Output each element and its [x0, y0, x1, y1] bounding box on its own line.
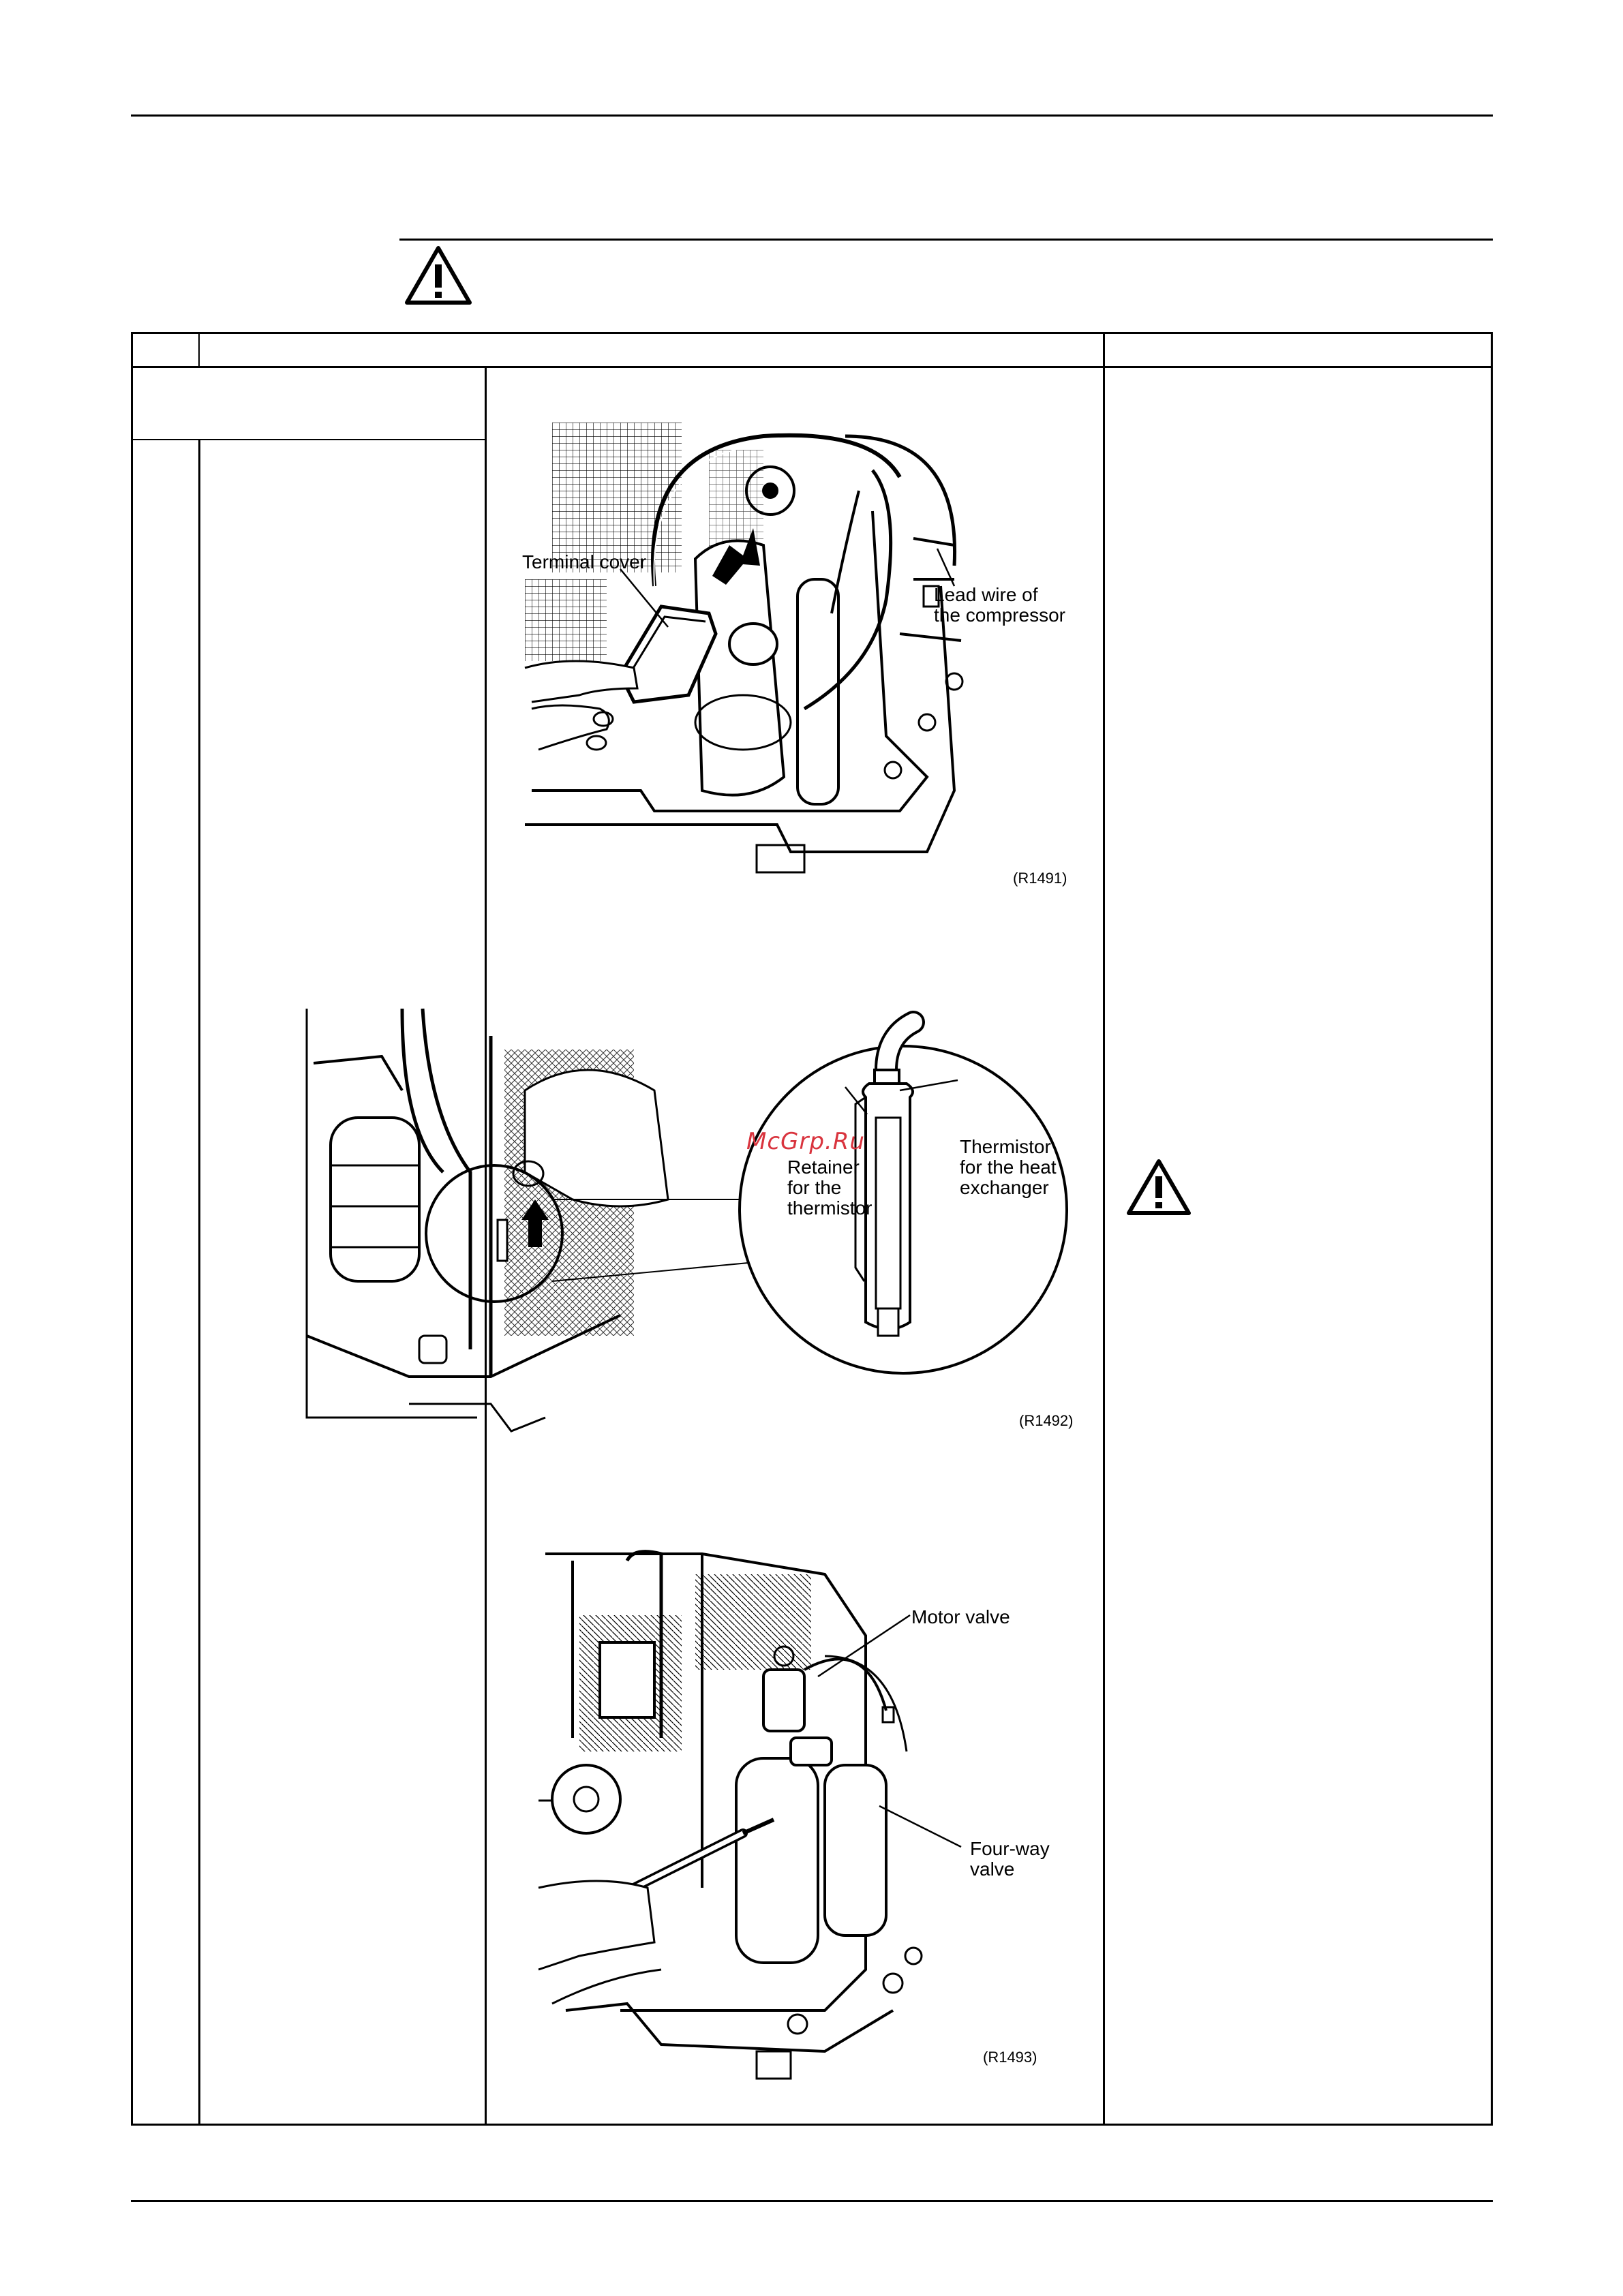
- compressor-illustration: [518, 409, 1077, 900]
- figure-code: (R1491): [1013, 870, 1067, 887]
- footer-rule: [131, 2200, 1493, 2202]
- label-motor-valve: Motor valve: [911, 1606, 1010, 1627]
- warning-triangle-icon: [404, 245, 472, 305]
- label-terminal-cover: Terminal cover: [522, 551, 647, 572]
- label-retainer: Retainer for the thermistor: [787, 1157, 873, 1219]
- warning-triangle-icon: [1126, 1159, 1192, 1216]
- figure-compressor-terminal-cover: [518, 409, 1077, 900]
- header-rule: [131, 114, 1493, 117]
- label-thermistor: Thermistor for the heat exchanger: [960, 1136, 1057, 1198]
- watermark: McGrp.Ru: [746, 1128, 865, 1155]
- label-four-way-valve: Four-way valve: [970, 1838, 1050, 1880]
- caution-rule: [399, 239, 1493, 241]
- label-lead-wire: Lead wire of the compressor: [934, 584, 1065, 626]
- figure-code: (R1492): [1019, 1412, 1074, 1429]
- figure-thermistor-retainer: [300, 995, 1084, 1438]
- figure-motor-four-way-valve: [539, 1533, 1084, 2085]
- thermistor-illustration: [300, 995, 1084, 1438]
- figure-code: (R1493): [983, 2049, 1037, 2066]
